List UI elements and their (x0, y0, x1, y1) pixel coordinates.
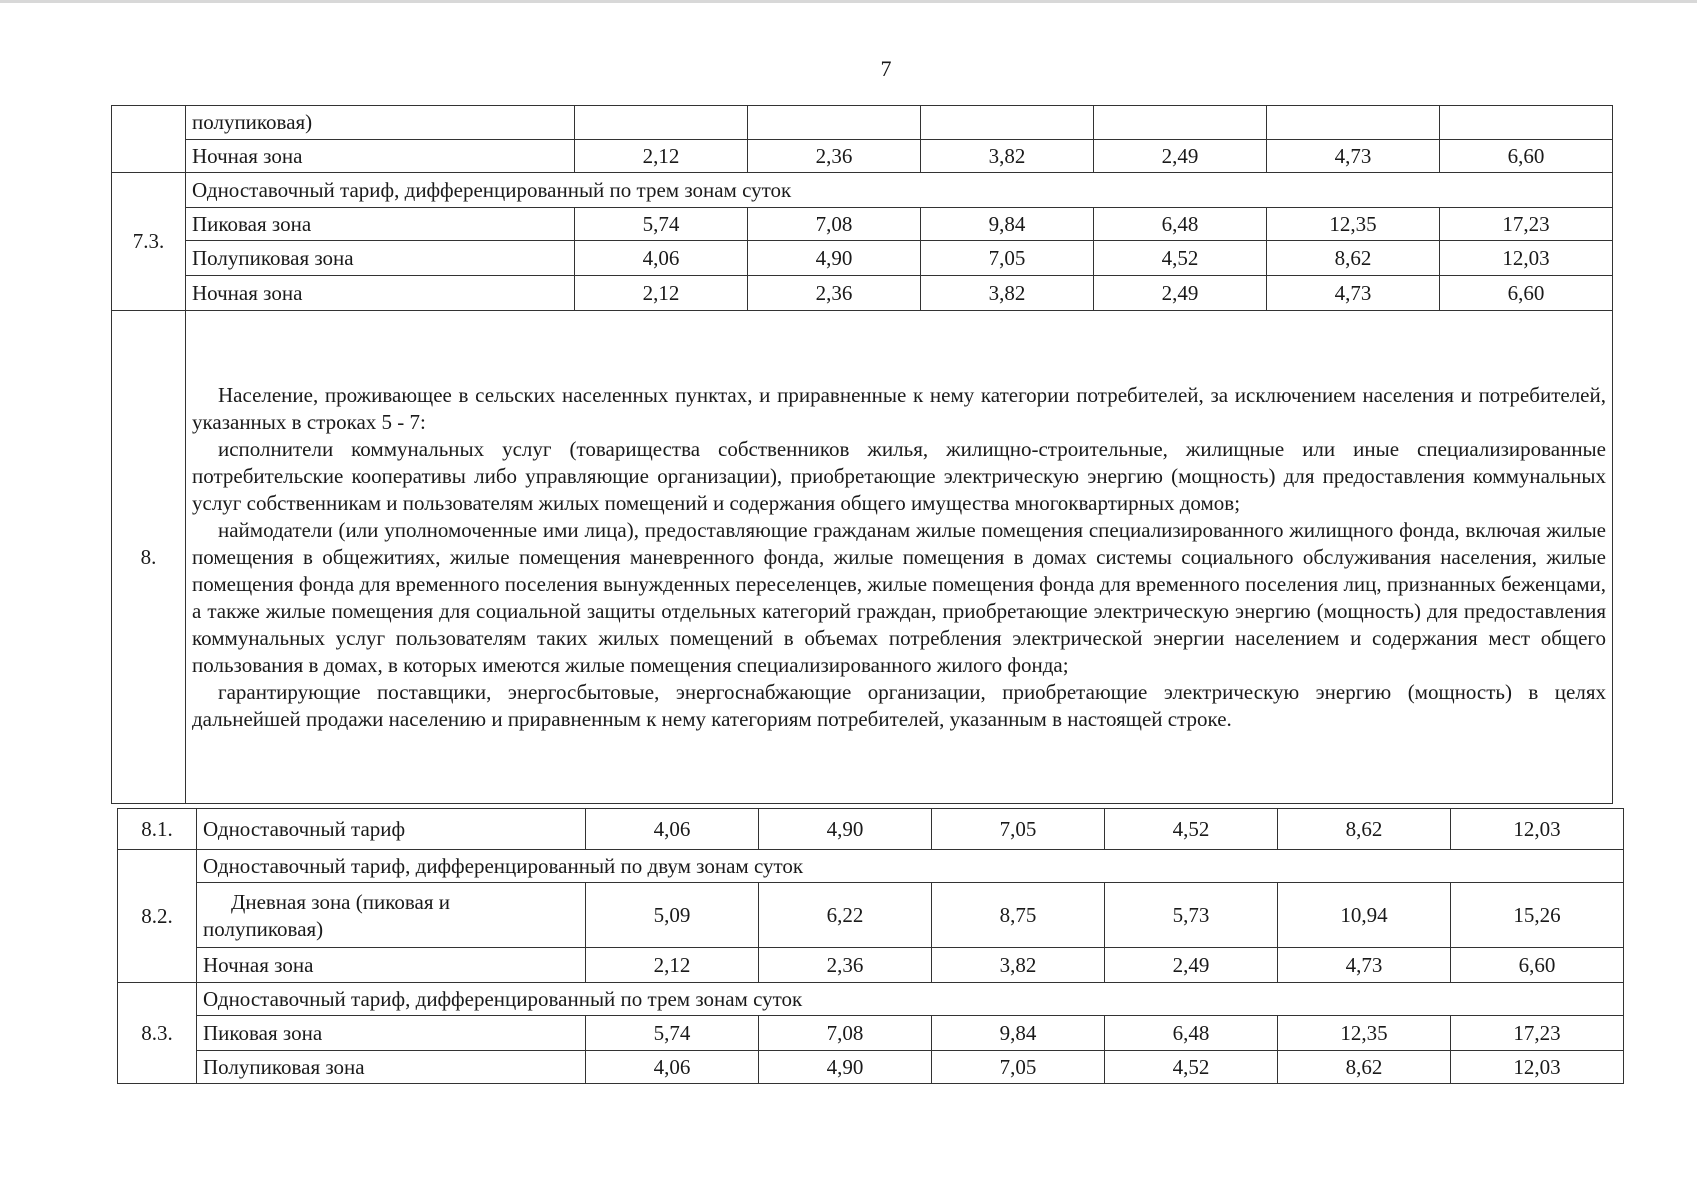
value-cell: 2,49 (1105, 948, 1278, 983)
row-label: Ночная зона (186, 140, 575, 173)
row-number: 8. (112, 311, 186, 804)
value-cell: 12,03 (1451, 809, 1624, 850)
value-cell: 7,05 (932, 809, 1105, 850)
description-paragraph: Население, проживающее в сельских населенных пунктах, и приравненные к нему категории потребителей, за исключением населения и потребителей, указанных в строках 5 - 7: (192, 382, 1606, 434)
value-cell: 15,26 (1451, 883, 1624, 948)
value-cell: 5,74 (575, 208, 748, 241)
row-label: Ночная зона (197, 948, 586, 983)
row-number-cell (112, 106, 186, 173)
value-cell: 2,12 (575, 140, 748, 173)
table-row (112, 311, 1613, 804)
value-cell: 4,73 (1278, 948, 1451, 983)
day-zone-label-line: полупиковая) (203, 917, 324, 941)
tariff-table-upper (111, 105, 1613, 804)
value-cell: 3,82 (921, 276, 1094, 311)
value-cell: 12,35 (1278, 1016, 1451, 1051)
value-cell: 2,36 (748, 140, 921, 173)
row-number: 8.3. (118, 983, 197, 1084)
value-cell: 7,05 (932, 1051, 1105, 1084)
value-cell: 4,90 (748, 241, 921, 276)
value-cell: 3,82 (932, 948, 1105, 983)
value-cell: 2,12 (575, 276, 748, 311)
value-cell (921, 106, 1094, 140)
row-label: Полупиковая зона (186, 241, 575, 276)
tariff-table-lower (117, 808, 1624, 1084)
value-cell (748, 106, 921, 140)
table-row (118, 1051, 1624, 1084)
value-cell: 6,48 (1105, 1016, 1278, 1051)
value-cell: 4,52 (1105, 809, 1278, 850)
value-cell: 5,74 (586, 1016, 759, 1051)
table-row (112, 106, 1613, 140)
value-cell: 4,06 (586, 809, 759, 850)
value-cell: 8,62 (1278, 1051, 1451, 1084)
row-label: полупиковая) (186, 106, 575, 140)
value-cell: 17,23 (1451, 1016, 1624, 1051)
row-label: Ночная зона (186, 276, 575, 311)
value-cell: 4,73 (1267, 140, 1440, 173)
table-row (112, 140, 1613, 173)
table-row (118, 850, 1624, 883)
value-cell: 9,84 (932, 1016, 1105, 1051)
row-label: Пиковая зона (197, 1016, 586, 1051)
row-header: Одноставочный тариф, дифференцированный по трем зонам суток (197, 983, 1624, 1016)
value-cell: 2,12 (586, 948, 759, 983)
value-cell: 7,05 (921, 241, 1094, 276)
value-cell: 5,73 (1105, 883, 1278, 948)
row-label: Пиковая зона (186, 208, 575, 241)
scan-top-edge (0, 0, 1697, 3)
value-cell: 17,23 (1440, 208, 1613, 241)
value-cell: 2,49 (1094, 140, 1267, 173)
row-label: Полупиковая зона (197, 1051, 586, 1084)
value-cell: 10,94 (1278, 883, 1451, 948)
value-cell: 4,90 (759, 1051, 932, 1084)
page-number: 7 (880, 56, 892, 81)
value-cell (1094, 106, 1267, 140)
value-cell: 4,73 (1267, 276, 1440, 311)
value-cell: 7,08 (759, 1016, 932, 1051)
row-label: Одноставочный тариф (197, 809, 586, 850)
value-cell: 9,84 (921, 208, 1094, 241)
description-paragraph: гарантирующие поставщики, энергосбытовые, энергоснабжающие организации, приобретающие электрическую энергию (мощность) в целях дальнейшей продажи населению и приравненным к нему категориям потребителей, указанным в настоящей строке. (192, 679, 1606, 731)
row-header: Одноставочный тариф, дифференцированный по трем зонам суток (186, 173, 1613, 208)
table-row (112, 173, 1613, 208)
value-cell: 4,90 (759, 809, 932, 850)
value-cell: 2,36 (759, 948, 932, 983)
value-cell: 4,06 (586, 1051, 759, 1084)
value-cell: 7,08 (748, 208, 921, 241)
value-cell (1440, 106, 1613, 140)
value-cell: 4,52 (1105, 1051, 1278, 1084)
row-number: 7.3. (112, 173, 186, 311)
value-cell: 2,49 (1094, 276, 1267, 311)
table-row (112, 208, 1613, 241)
value-cell: 6,22 (759, 883, 932, 948)
row-description (186, 311, 1613, 804)
value-cell (1267, 106, 1440, 140)
table-row (112, 276, 1613, 311)
value-cell: 6,60 (1440, 276, 1613, 311)
table-row (118, 883, 1624, 948)
value-cell: 4,06 (575, 241, 748, 276)
value-cell: 12,03 (1451, 1051, 1624, 1084)
description-paragraph: исполнители коммунальных услуг (товарищества собственников жилья, жилищно-строительные, жилищные или иные специализированные потребительские кооперативы либо управляющие организации), приобретающие электрическую энергию (мощность) для предоставления коммунальных услуг собственникам и пользователям жилых помещений и содержания общего имущества многоквартирных домов; (192, 436, 1606, 515)
value-cell (575, 106, 748, 140)
value-cell: 5,09 (586, 883, 759, 948)
value-cell: 8,62 (1267, 241, 1440, 276)
table-row (118, 1016, 1624, 1051)
table-row (118, 948, 1624, 983)
value-cell: 8,62 (1278, 809, 1451, 850)
value-cell: 12,35 (1267, 208, 1440, 241)
value-cell: 12,03 (1440, 241, 1613, 276)
value-cell: 8,75 (932, 883, 1105, 948)
day-zone-label-line: Дневная зона (пиковая и (231, 890, 450, 914)
value-cell: 4,52 (1094, 241, 1267, 276)
value-cell: 6,48 (1094, 208, 1267, 241)
description-paragraph: наймодатели (или уполномоченные ими лица), предоставляющие гражданам жилые помещения специализированного жилищного фонда, включая жилые помещения в общежитиях, жилые помещения маневренного фонда, жилые помещения в домах системы социального обслуживания населения, жилые помещения фонда для временного поселения вынужденных переселенцев, жилые помещения фонда для временного поселения лиц, признанных беженцами, а также жилые помещения для социальной защиты отдельных категорий граждан, приобретающие электрическую энергию (мощность) для предоставления коммунальных услуг пользователям таких жилых помещений в объемах потребления электрической энергии населением и содержания мест общего пользования в домах, в которых имеются жилые помещения специализированного жилого фонда; (192, 517, 1606, 677)
row-header: Одноставочный тариф, дифференцированный по двум зонам суток (197, 850, 1624, 883)
table-row (112, 241, 1613, 276)
value-cell: 6,60 (1451, 948, 1624, 983)
row-label (197, 883, 586, 948)
table-row (118, 983, 1624, 1016)
row-number: 8.1. (118, 809, 197, 850)
row-number: 8.2. (118, 850, 197, 983)
table-row (118, 809, 1624, 850)
value-cell: 6,60 (1440, 140, 1613, 173)
value-cell: 2,36 (748, 276, 921, 311)
value-cell: 3,82 (921, 140, 1094, 173)
